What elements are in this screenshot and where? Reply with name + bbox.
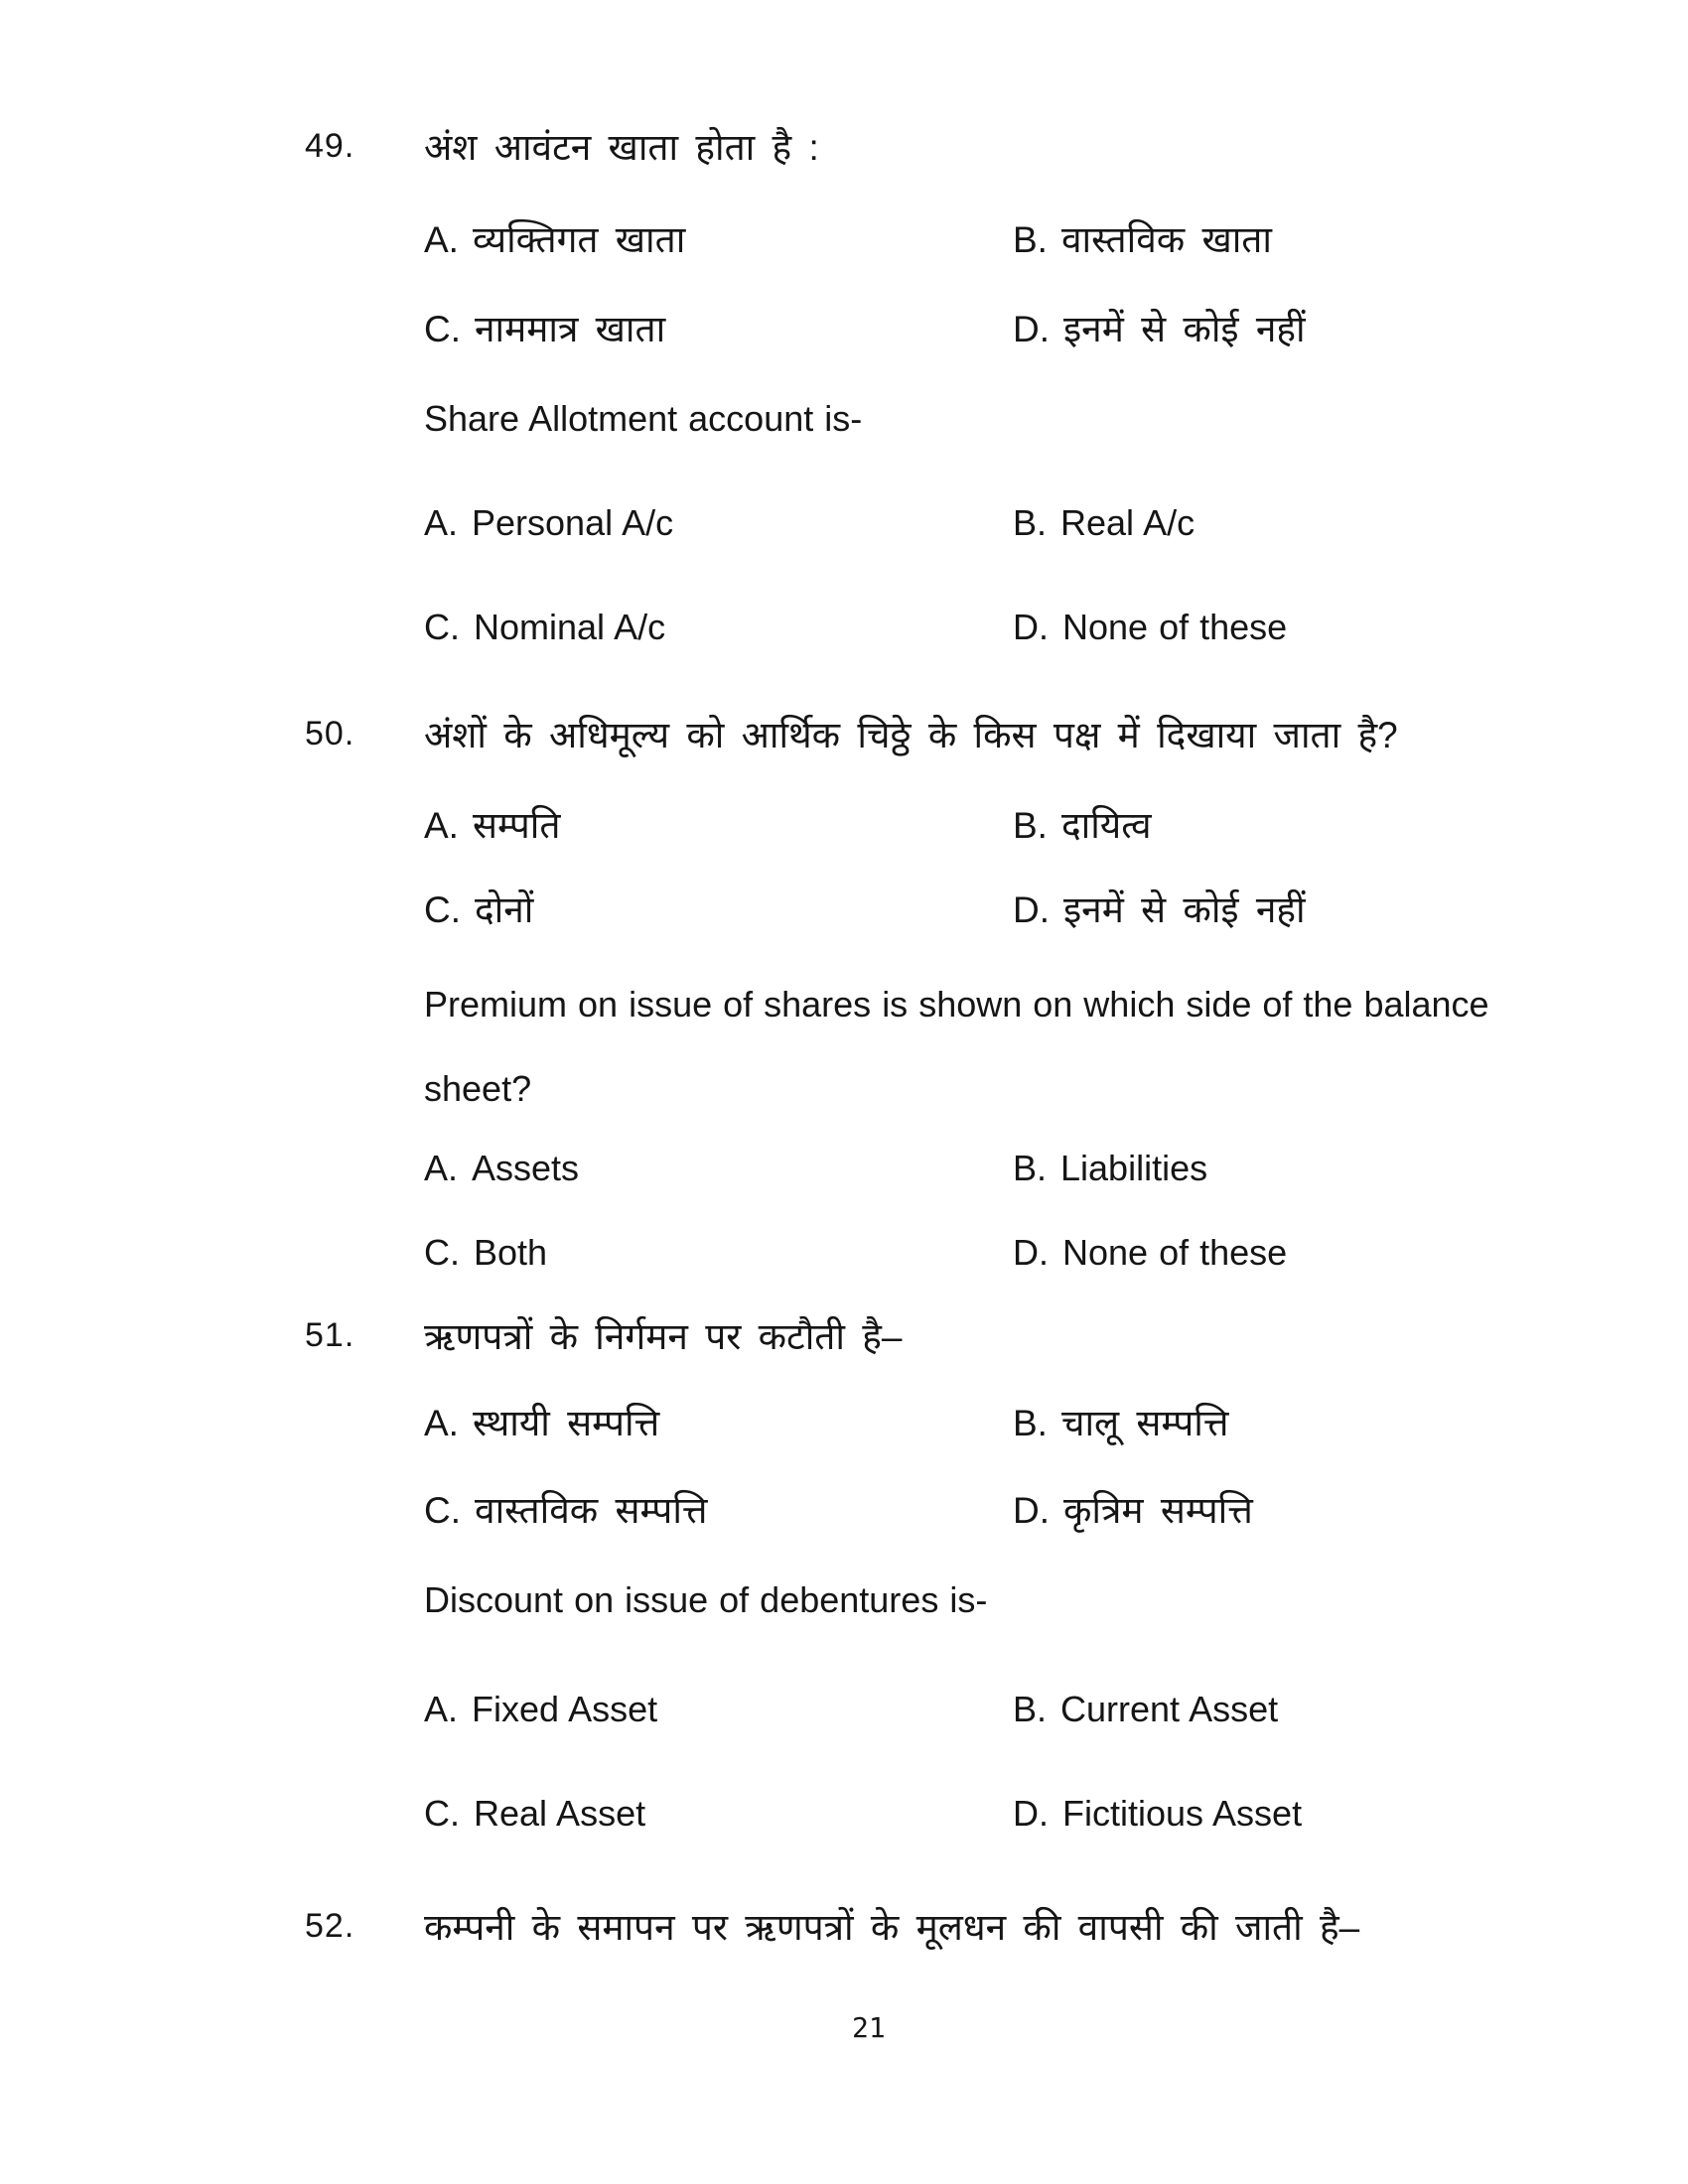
option-a-english [424,502,673,543]
question-text-hindi: कम्पनी के समापन पर ऋणपत्रों के मूलधन की वापसी की जाती है– [424,1907,1360,1948]
option-a-hindi [424,1403,659,1445]
option-a-hindi [424,219,685,262]
option-text: Current Asset [1060,1689,1279,1729]
option-c-english [424,1793,645,1834]
option-text: इनमें से कोई नहीं [1063,309,1306,349]
option-label: D. [1013,1232,1049,1273]
option-b-hindi [1013,219,1272,262]
option-text: Assets [472,1148,580,1188]
option-label: D. [1013,889,1050,930]
option-text: Personal A/c [472,502,674,543]
question-text-hindi: ऋणपत्रों के निर्गमन पर कटौती है– [424,1316,903,1357]
option-label: B. [1013,219,1048,260]
option-a-english [424,1689,657,1729]
option-label: D. [1013,1490,1050,1531]
option-d-hindi [1013,889,1306,932]
option-label: D. [1013,309,1050,349]
option-d-hindi [1013,309,1306,351]
option-text: नाममात्र खाता [475,309,666,349]
option-c-hindi [424,889,533,932]
option-text: None of these [1062,607,1288,647]
option-c-hindi [424,1490,707,1533]
option-a-english [424,1148,579,1188]
option-label: A. [424,805,459,846]
option-text: Both [474,1232,548,1273]
option-text: Real Asset [474,1793,646,1834]
option-text: कृत्रिम सम्पत्ति [1063,1490,1253,1531]
question-text-english: sheet? [424,1068,532,1109]
option-text: सम्पति [472,805,561,846]
option-c-english [424,1232,547,1273]
option-label: A. [424,219,459,260]
question-text-hindi: अंशों के अधिमूल्य को आर्थिक चिठ्ठे के किस पक्ष में दिखाया जाता है? [424,715,1398,755]
option-b-english [1013,502,1195,543]
option-label: C. [424,309,461,349]
option-c-hindi [424,309,665,351]
option-d-english [1013,1793,1302,1834]
option-c-english [424,607,665,647]
option-label: A. [424,502,459,543]
option-b-hindi [1013,1403,1228,1445]
option-b-english [1013,1689,1278,1729]
option-text: Nominal A/c [474,607,666,647]
question-text-english: Share Allotment account is- [424,398,863,439]
option-text: चालू सम्पत्ति [1060,1403,1229,1443]
question-text-english: Discount on issue of debentures is- [424,1579,988,1620]
option-d-english [1013,607,1287,647]
option-text: Real A/c [1060,502,1196,543]
option-b-hindi [1013,805,1152,848]
option-label: D. [1013,607,1049,647]
option-label: D. [1013,1793,1049,1834]
option-label: C. [424,607,460,647]
question-number: 50. [305,715,355,752]
question-number: 49. [305,127,355,165]
question-number: 51. [305,1316,355,1354]
option-label: B. [1013,1148,1048,1188]
option-label: A. [424,1148,459,1188]
option-label: C. [424,1793,460,1834]
option-label: C. [424,889,461,930]
option-label: B. [1013,1403,1048,1443]
option-text: दोनों [475,889,534,930]
option-text: वास्तविक खाता [1060,219,1272,260]
option-text: दायित्व [1060,805,1152,846]
option-d-english [1013,1232,1287,1273]
option-text: Fictitious Asset [1062,1793,1303,1834]
option-text: Liabilities [1060,1148,1208,1188]
option-text: व्यक्तिगत खाता [472,219,686,260]
question-text-english: Premium on issue of shares is shown on which side of the balance [424,984,1489,1024]
question-text-hindi: अंश आवंटन खाता होता है : [424,127,819,168]
option-label: B. [1013,1689,1048,1729]
option-text: Fixed Asset [472,1689,658,1729]
option-text: None of these [1062,1232,1288,1273]
option-a-hindi [424,805,560,848]
option-label: A. [424,1689,459,1729]
question-number: 52. [305,1907,355,1945]
option-label: B. [1013,502,1048,543]
option-label: B. [1013,805,1048,846]
option-label: C. [424,1490,461,1531]
option-label: A. [424,1403,459,1443]
option-text: वास्तविक सम्पत्ति [475,1490,708,1531]
option-text: इनमें से कोई नहीं [1063,889,1306,930]
option-label: C. [424,1232,460,1273]
option-text: स्थायी सम्पत्ति [472,1403,660,1443]
page-number: 21 [852,2011,886,2044]
option-b-english [1013,1148,1207,1188]
option-d-hindi [1013,1490,1253,1533]
